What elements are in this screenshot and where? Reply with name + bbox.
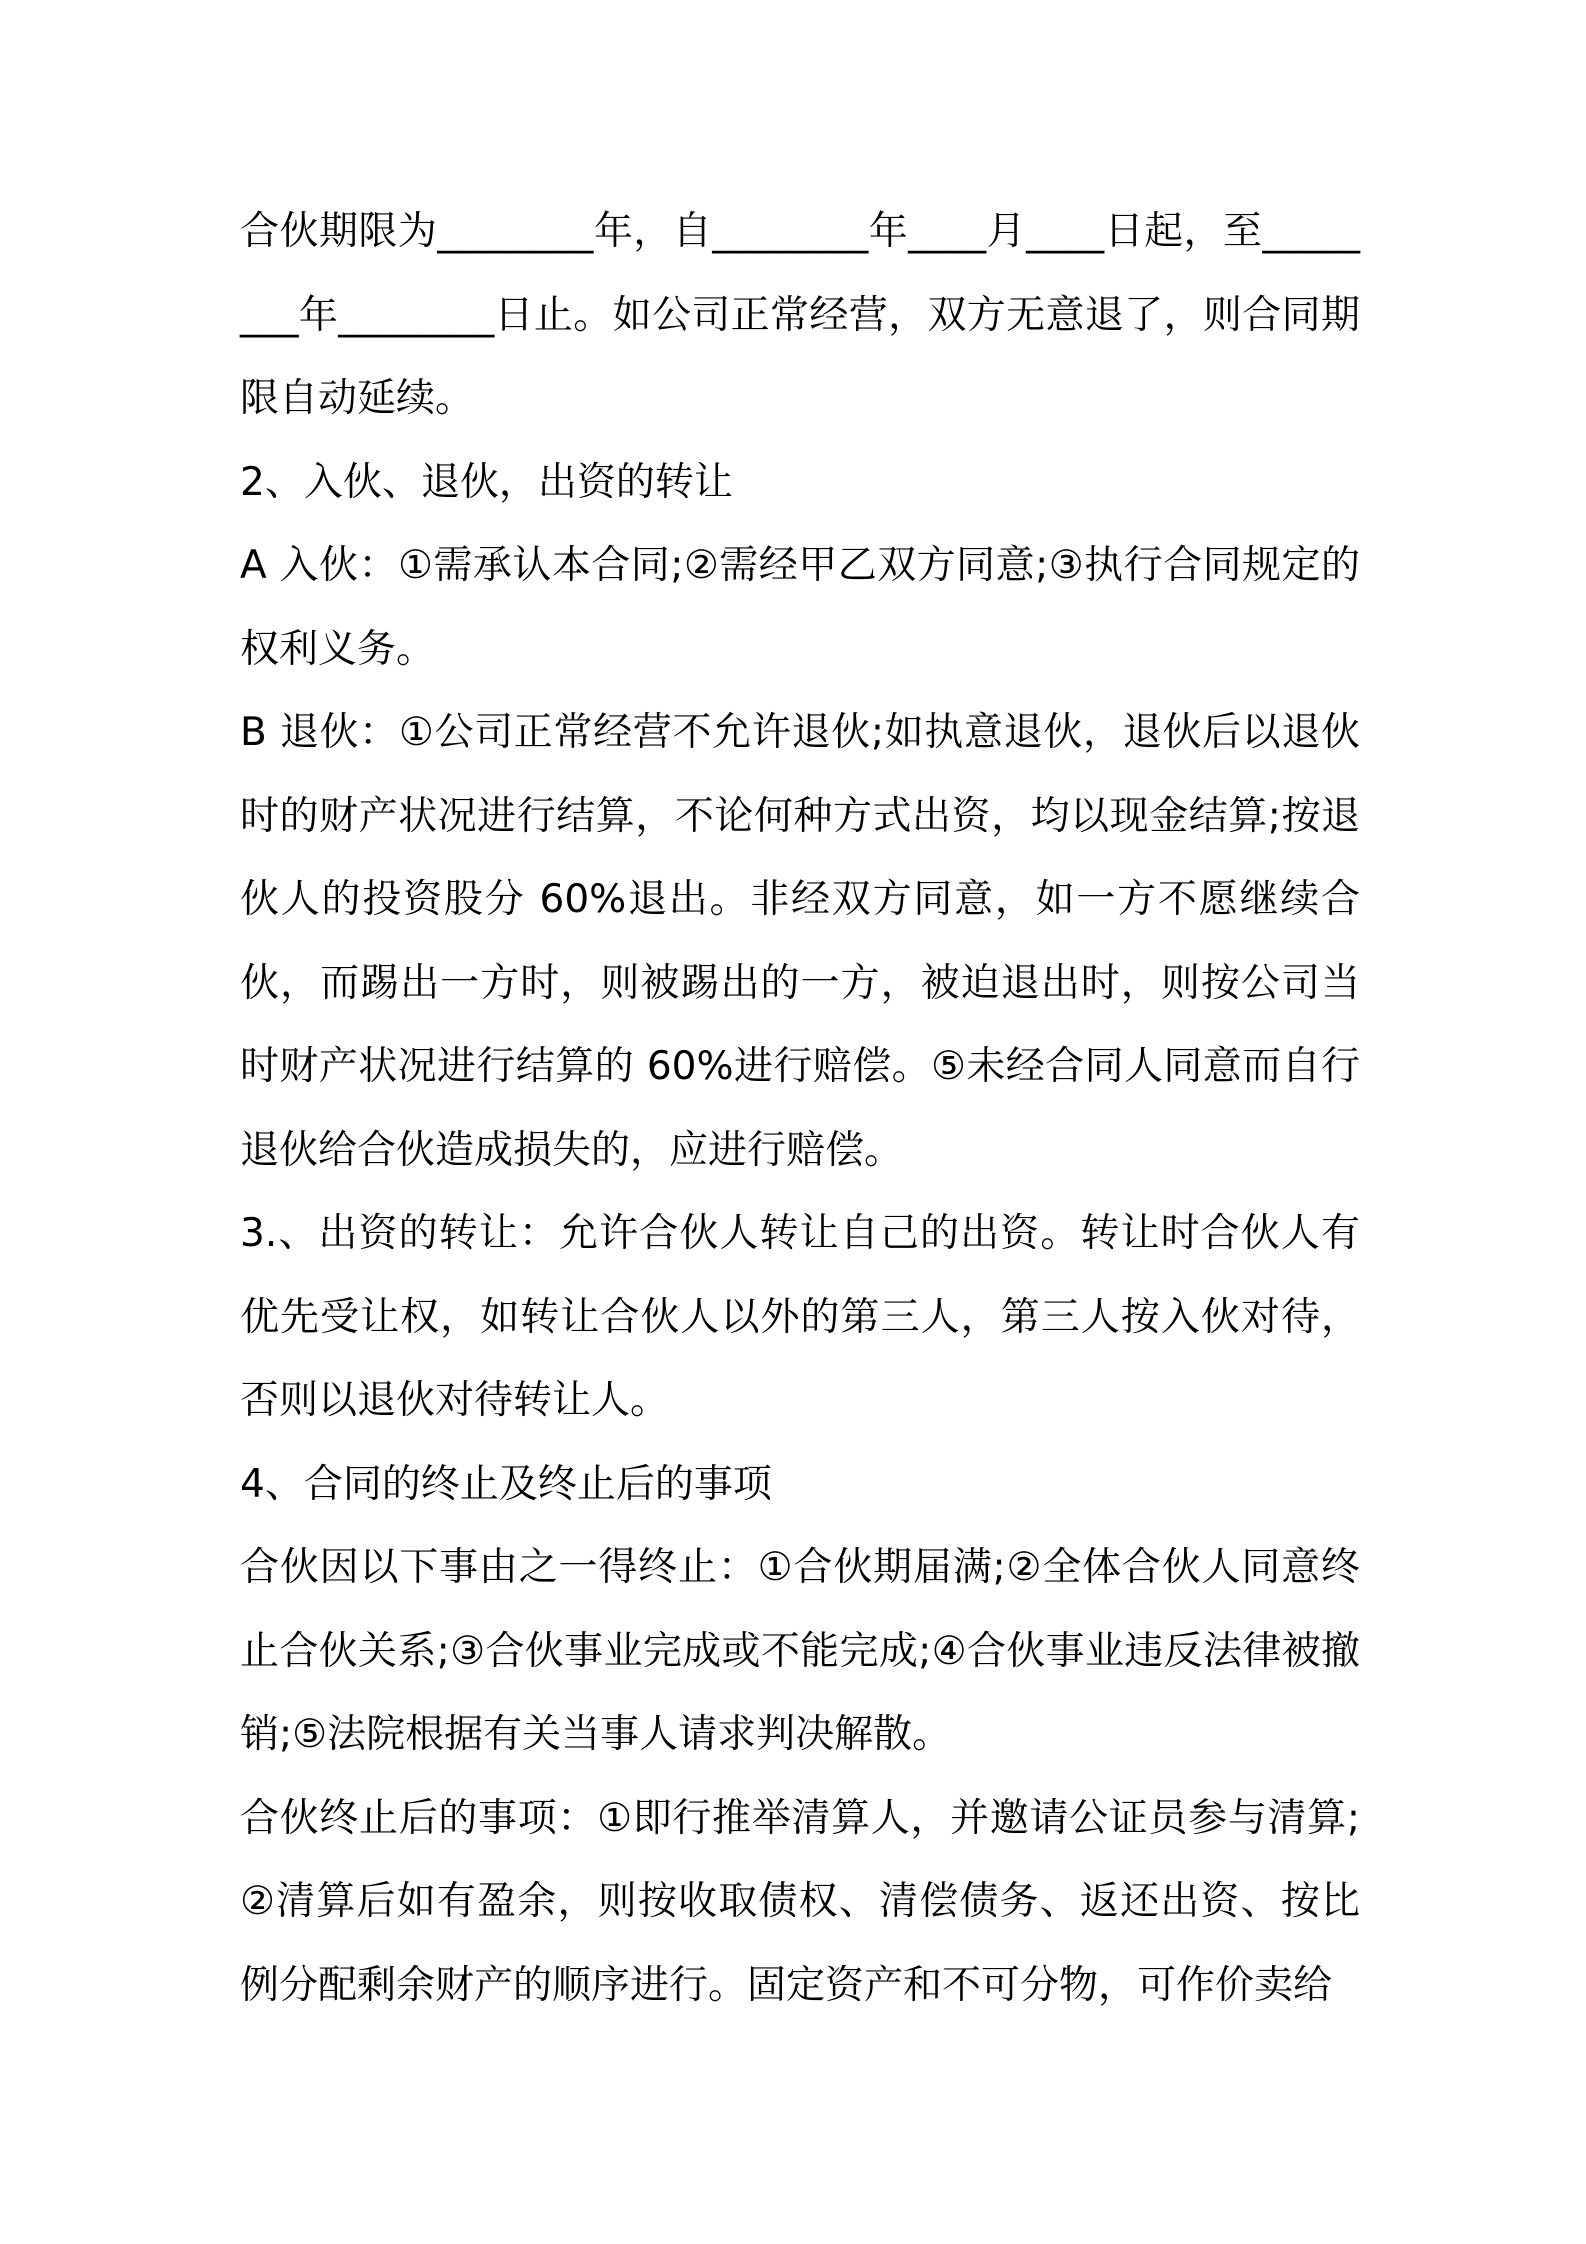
paragraph-termination-causes: 合伙因以下事由之一得终止：①合伙期届满;②全体合伙人同意终止合伙关系;③合伙事业完成或不能完成;④合伙事业违反法律被撤销;⑤法院根据有关当事人请求判决解散。	[240, 1545, 1360, 1757]
paragraph-capital-transfer: 3.、出资的转让：允许合伙人转让自己的出资。转让时合伙人有优先受让权，如转让合伙人以外的第三人，第三人按入伙对待，否则以退伙对待转让人。	[240, 1211, 1360, 1423]
document-page	[240, 190, 1360, 2027]
paragraph-join: A 入伙：①需承认本合同;②需经甲乙双方同意;③执行合同规定的权利义务。	[240, 543, 1360, 672]
paragraph-term: 合伙期限为________年，自________年____月____日起，至________年________日止。如公司正常经营，双方无意退了，则合同期限自动延续。	[240, 209, 1360, 421]
paragraph-post-termination: 合伙终止后的事项：①即行推举清算人，并邀请公证员参与清算;②清算后如有盈余，则按收取债权、清偿债务、返还出资、按比例分配剩余财产的顺序进行。固定资产和不可分物，可作价卖给	[240, 1795, 1360, 2008]
heading-join-withdraw-transfer: 2、入伙、退伙，出资的转让	[240, 459, 733, 505]
heading-termination: 4、合同的终止及终止后的事项	[240, 1461, 772, 1507]
paragraph-withdraw: B 退伙：①公司正常经营不允许退伙;如执意退伙，退伙后以退伙时的财产状况进行结算，不论何种方式出资，均以现金结算;按退伙人的投资股分 60%退出。非经双方同意，如一方不愿继续合伙，而踢出一方时，则被踢出的一方，被迫退出时，则按公司当时财产状况进行结算的 60%进行赔偿。⑤未经合同人同意而自行退伙给合伙造成损失的，应进行赔偿。	[240, 710, 1360, 1173]
